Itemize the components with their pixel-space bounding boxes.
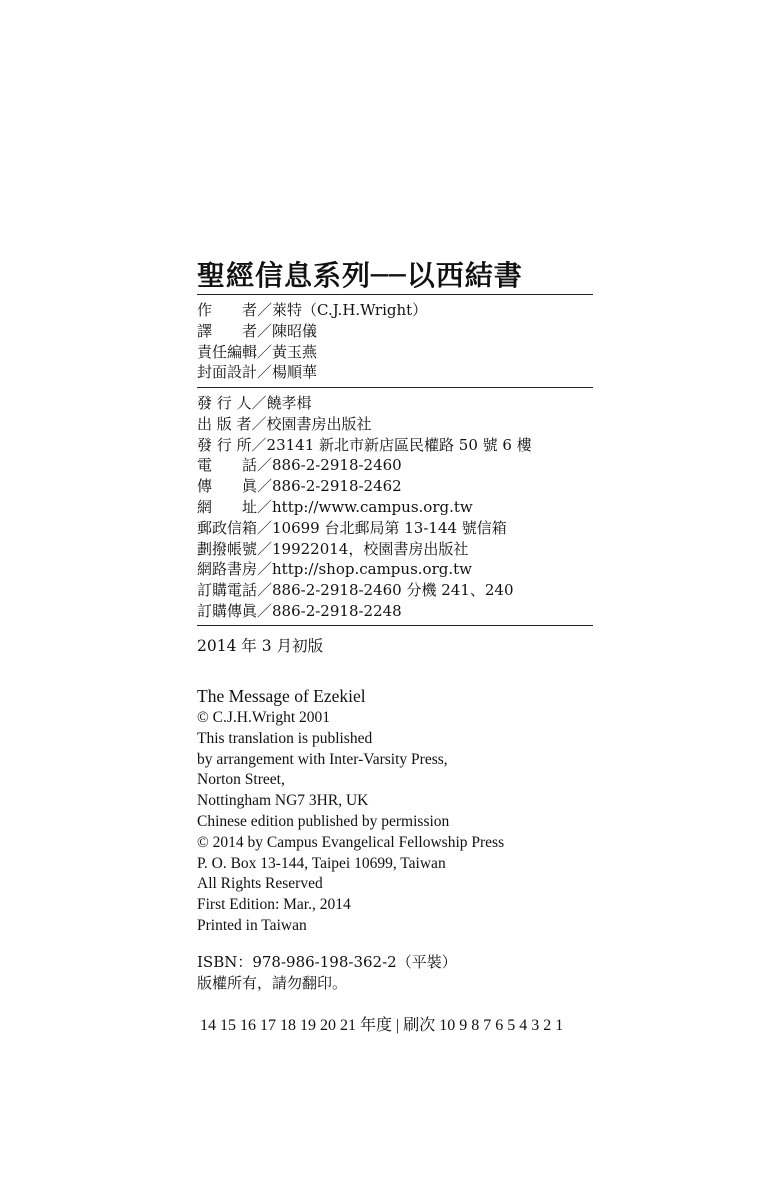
english-line: All Rights Reserved [197,875,323,893]
book-title: 聖經信息系列──以西結書 [197,259,523,292]
english-line: Chinese edition published by permission [197,812,450,830]
credit-cover-design: 封面設計／楊順華 [197,363,318,382]
credit-editor: 責任編輯／黃玉燕 [197,342,318,361]
english-line: Norton Street, [197,771,285,789]
english-line: P. O. Box 13-144, Taipei 10699, Taiwan [197,854,446,872]
english-line: Nottingham NG7 3HR, UK [197,792,369,810]
english-info-block [197,684,504,937]
isbn-line: ISBN：978-986-198-362-2（平裝） [197,953,457,971]
credits-block [197,300,427,383]
publisher-line: 網 址／http://www.campus.org.tw [197,497,473,516]
english-line: This translation is published [197,729,373,747]
publisher-line: 發 行 人／饒孝楫 [197,394,312,412]
publisher-rule [197,625,593,626]
publisher-line: 劃撥帳號／19922014，校園書房出版社 [197,539,469,558]
title-rule [197,294,593,295]
publisher-line: 傳 眞／886-2-2918-2462 [197,477,402,496]
publisher-info-block [197,393,532,622]
publisher-line: 發 行 所／23141 新北市新店區民權路 50 號 6 樓 [197,435,532,454]
english-line: by arrangement with Inter-Varsity Press, [197,750,448,768]
publisher-line: 訂購電話／886-2-2918-2460 分機 241、240 [197,581,514,600]
credit-translator: 譯 者／陳昭儀 [197,321,318,340]
copyright-notice: 版權所有，請勿翻印。 [197,974,348,992]
publisher-line: 出 版 者／校園書房出版社 [197,414,372,433]
publisher-line: 郵政信箱／10699 台北郵局第 13-144 號信箱 [197,518,507,537]
print-line: 14 15 16 17 18 19 20 21 年度 | 刷次 10 9 8 7 6 5 4 3 2 1 [200,1017,564,1034]
publisher-line: 電 話／886-2-2918-2460 [197,456,402,475]
isbn-block [197,952,457,994]
english-title: The Message of Ezekiel [197,686,366,706]
credit-author: 作 者／萊特（C.J.H.Wright） [197,301,428,319]
edition-line: 2014 年 3 月初版 [197,637,324,655]
english-line: © C.J.H.Wright 2001 [197,709,330,726]
publisher-line: 訂購傳眞／886-2-2918-2248 [197,601,402,620]
english-line: Printed in Taiwan [197,916,307,934]
credits-rule [197,387,593,388]
english-line: © 2014 by Campus Evangelical Fellowship Press [197,833,505,851]
english-line: First Edition: Mar., 2014 [197,896,351,914]
publisher-line: 網路書房／http://shop.campus.org.tw [197,560,472,579]
